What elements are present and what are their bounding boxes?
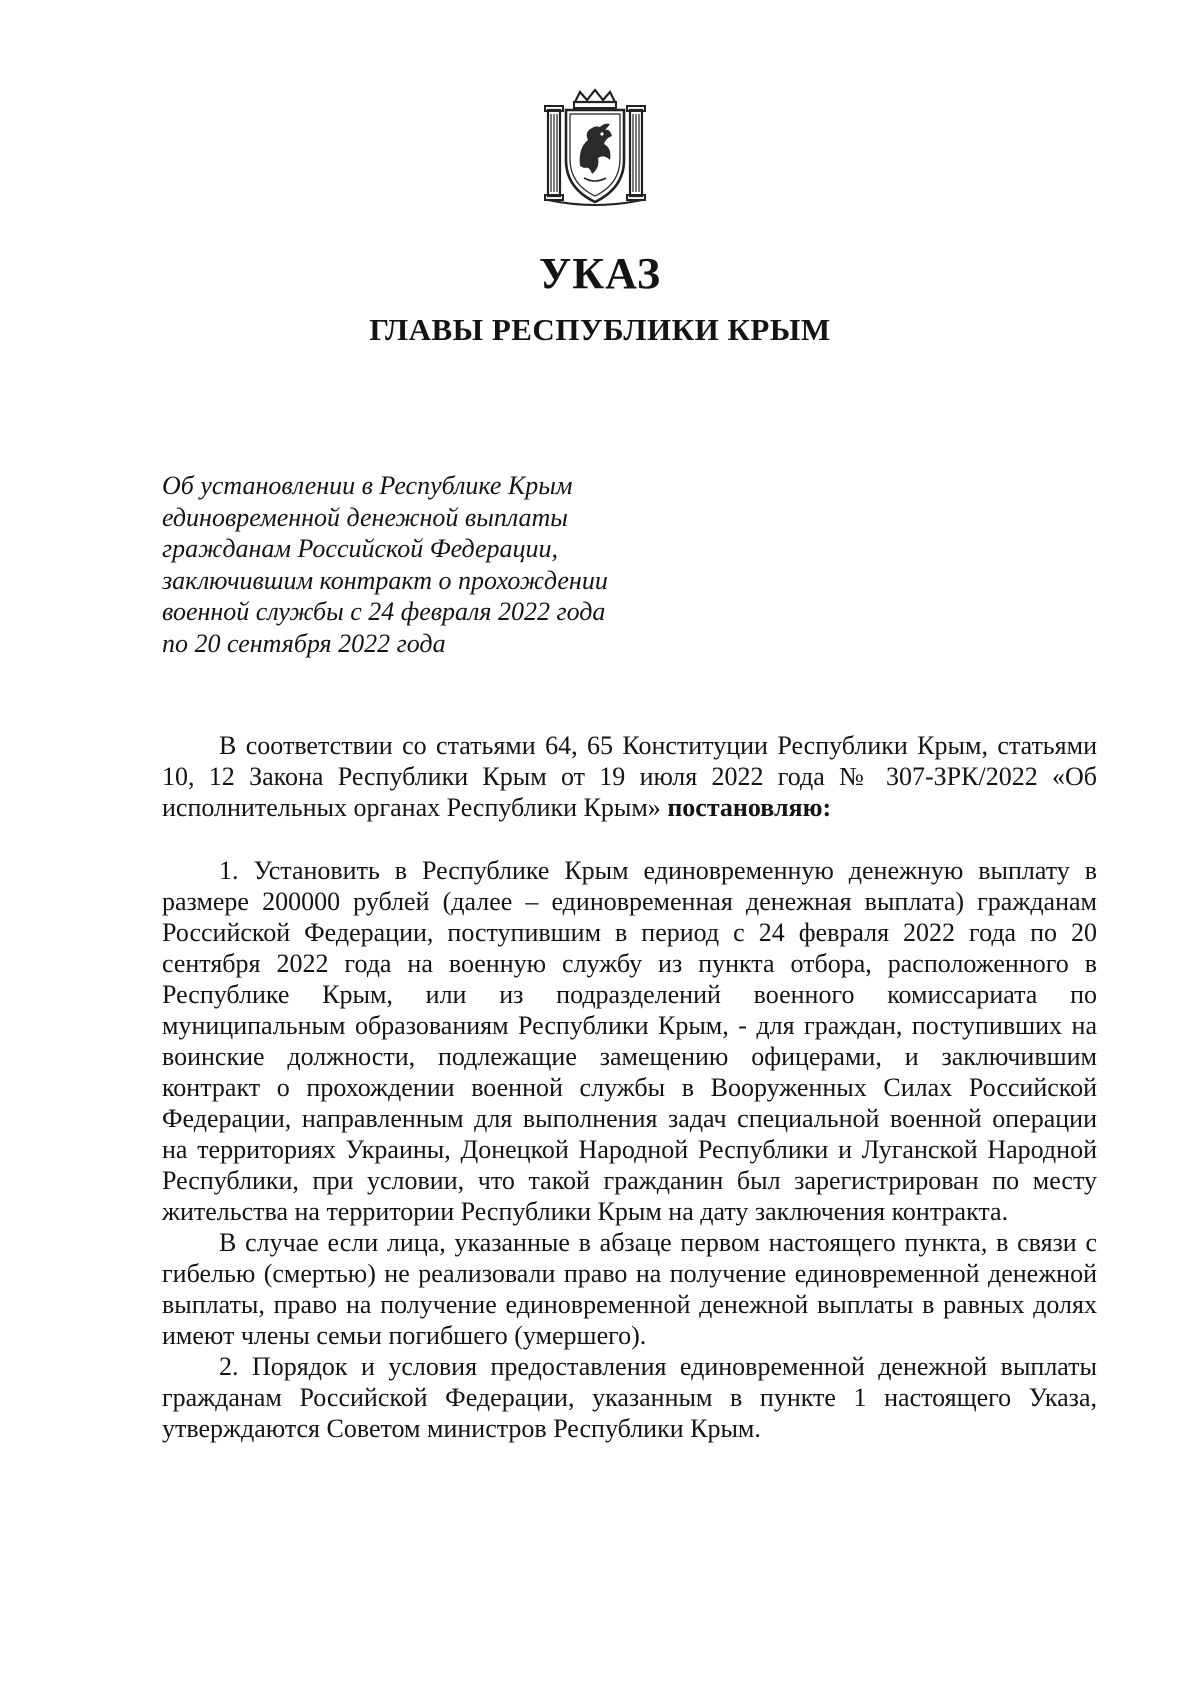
subject-line: военной службы с 24 февраля 2022 года <box>162 597 606 626</box>
subject-line: заключившим контракт о прохождении <box>162 565 608 595</box>
subject-line: гражданам Российской Федерации, <box>162 534 559 563</box>
decree-title: УКАЗ <box>538 249 662 298</box>
clause-2-paragraph: 2. Порядок и условия предоставления единовременной денежной выплаты гражданам Российской Федерации, указанным в пункте 1 настоящего Указа, утверждаются Советом министров Республики Крым. <box>162 1352 1097 1443</box>
preamble-paragraph <box>162 730 1097 823</box>
crimea-coat-of-arms-emblem <box>540 88 650 208</box>
subject-line: по 20 сентября 2022 года <box>162 628 446 658</box>
subject-line: единовременной денежной выплаты <box>162 502 568 532</box>
clause-1-second-paragraph: В случае если лица, указанные в абзаце первом настоящего пункта, в связи с гибелью (смертью) не реализовали право на получение единовременной денежной выплаты, право на получение единовременной денежной выплаты в равных долях имеют члены семьи погибшего (умершего). <box>162 1228 1097 1350</box>
decree-body <box>162 730 1097 1444</box>
decree-subject <box>162 470 722 659</box>
preamble-text: В соответствии со статьями 64, 65 Конституции Республики Крым, статьями 10, 12 Закона Республики Крым от 19 июля 2022 года № 307-ЗРК/2022 «Об исполнительных органах Республики Крым» <box>162 731 1097 822</box>
subject-line: Об установлении в Республике Крым <box>162 471 573 500</box>
decree-issuer-subtitle: ГЛАВЫ РЕСПУБЛИКИ КРЫМ <box>369 312 831 347</box>
decision-word: постановляю: <box>667 793 832 822</box>
clause-1-paragraph: 1. Установить в Республике Крым единовременную денежную выплату в размере 200000 рублей (далее – единовременная денежная выплата) гражданам Российской Федерации, поступившим в период с 24 февраля 2022 года по 20 сентября 2022 года на военную службу из пункта отбора, расположенного в Республике Крым, или из подразделений военного комиссариата по муниципальным образованиям Республики Крым, - для граждан, поступивших на воинские должности, подлежащие замещению офицерами, и заключившим контракт о прохождении военной службы в Вооруженных Силах Российской Федерации, направленным для выполнения задач специальной военной операции на территориях Украины, Донецкой Народной Республики и Луганской Народной Республики, при условии, что такой гражданин был зарегистрирован по месту жительства на территории Республики Крым на дату заключения контракта. <box>162 856 1097 1226</box>
